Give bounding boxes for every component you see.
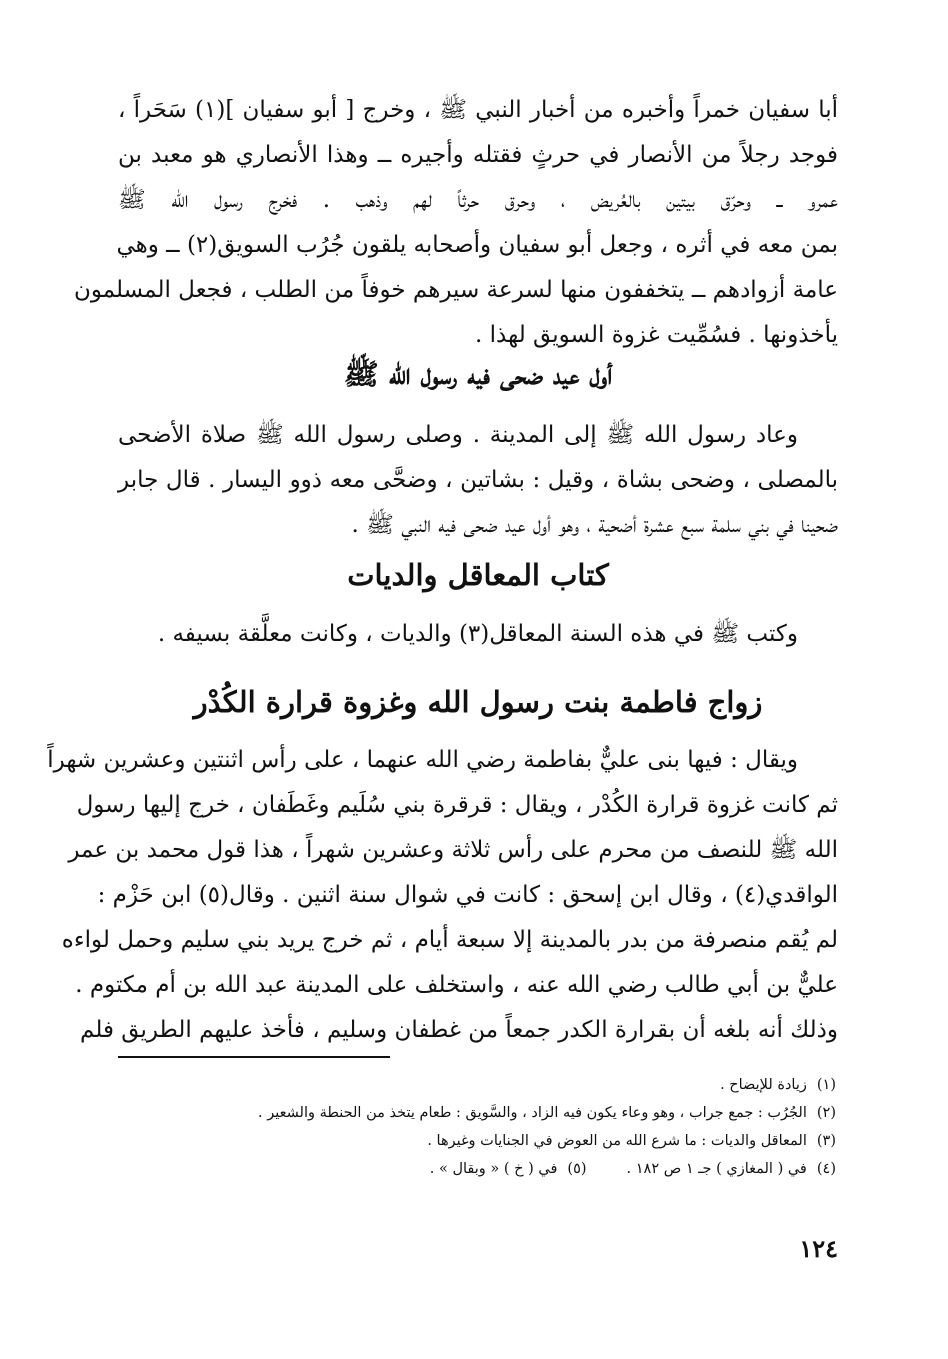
paragraph-first-eid	[118, 413, 838, 548]
text-line: أبا سفيان خمراً وأخبره من أخبار النبي ﷺ ، وخرج [ أبو سفيان ](١) سَحَراً ،	[118, 97, 838, 123]
text-line: عامة أزوادهم ــ يتخففون منها لسرعة سيرهم خوفاً من الطلب ، فجعل المسلمون	[73, 277, 838, 303]
footnote-text: في ( المغازي ) جـ ١ ص ١٨٢ .	[626, 1161, 807, 1177]
text-line: وعاد رسول الله ﷺ إلى المدينة . وصلى رسول الله ﷺ صلاة الأضحى	[118, 422, 798, 448]
footnote-text: في ( خ ) « وبقال » .	[429, 1161, 558, 1177]
footnote-text: الجُرُب : جمع جراب ، وهو وعاء يكون فيه الزاد ، والسَّويق : طعام يتخذ من الحنطة والشعير .	[258, 1105, 807, 1121]
footnote-separator	[118, 1056, 390, 1058]
footnote-number: (٤)	[816, 1161, 836, 1177]
paragraph-ghazwat-al-sawiq	[73, 88, 838, 358]
footnote	[112, 1155, 836, 1183]
text-line: ثم كانت غزوة قرارة الكُدْر ، ويقال : قرقرة بني سُلَيم وغَطَفان ، خرج إليها رسول	[76, 792, 838, 818]
text-line: ضحينا في بني سلمة سبع عشرة أضحية ، وهو أول عيد ضحى فيه النبي ﷺ .	[351, 512, 838, 538]
section-heading: كتاب المعاقل والديات	[347, 558, 609, 592]
text-line: وذلك أنه بلغه أن بقرارة الكدر جمعاً من غطفان وسليم ، فأخذ عليهم الطريق فلم	[80, 1017, 838, 1043]
footnotes	[112, 1071, 836, 1183]
footnote-number: (٣)	[816, 1133, 836, 1149]
text-line: عليٌّ بن أبي طالب رضي الله عنه ، واستخلف على المدينة عبد الله بن أم مكتوم .	[75, 972, 838, 998]
footnote-text: المعاقل والديات : ما شرع الله من العوض في الجنايات وغيرها .	[427, 1133, 807, 1149]
footnote-number: (٢)	[816, 1105, 836, 1121]
footnote	[112, 1099, 836, 1127]
footnote	[112, 1127, 836, 1155]
footnote-text: زيادة للإيضاح .	[720, 1077, 807, 1093]
section-heading: زواج فاطمة بنت رسول الله وغزوة قرارة الكُدْر	[193, 685, 763, 719]
text-line: لم يُقم منصرفة من بدر بالمدينة إلا سبعة أيام ، ثم خرج يريد بني سليم وحمل لواءه	[61, 927, 838, 953]
text-line: بمن معه في أثره ، وجعل أبو سفيان وأصحابه يلقون جُرُب السويق(٢) ــ وهي	[116, 232, 838, 258]
paragraph-maaqil	[118, 612, 838, 657]
paragraph-fatima-marriage	[47, 738, 838, 1053]
text-line: الواقدي(٤) ، وقال ابن إسحق : كانت في شوال سنة اثنين . وقال(٥) ابن حَزْم :	[97, 882, 838, 908]
text-line: فوجد رجلاً من الأنصار في حرثٍ فقتله وأجيره ــ وهذا الأنصاري هو معبد بن	[118, 142, 838, 168]
footnote-number: (١)	[816, 1077, 836, 1093]
text-line: وكتب ﷺ في هذه السنة المعاقل(٣) والديات ، وكانت معلَّقة بسيفه .	[157, 621, 798, 647]
text-line: ويقال : فيها بنى عليٌّ بفاطمة رضي الله عنهما ، على رأس اثنتين وعشرين شهراً	[47, 747, 798, 773]
footnote-number: (٥)	[567, 1161, 587, 1177]
page-number: ١٢٤	[799, 1234, 838, 1263]
text-line: الله ﷺ للنصف من محرم على رأس ثلاثة وعشرين شهراً ، هذا قول محمد بن عمر	[68, 837, 838, 863]
footnote	[112, 1071, 836, 1099]
text-line: بالمصلى ، وضحى بشاة ، وقيل : بشاتين ، وضحَّى معه ذوو اليسار . قال جابر	[118, 467, 838, 493]
text-line: عمرو ــ وحرّق بيتين بالعُريض ، وحرق حرثاً لهم وذهب . فخرج رسول الله ﷺ	[118, 187, 838, 213]
section-heading: أول عيد ضحى فيه رسول الله ﷺ	[343, 357, 613, 391]
text-line: يأخذونها . فسُمِّيت غزوة السويق لهذا .	[475, 322, 838, 348]
